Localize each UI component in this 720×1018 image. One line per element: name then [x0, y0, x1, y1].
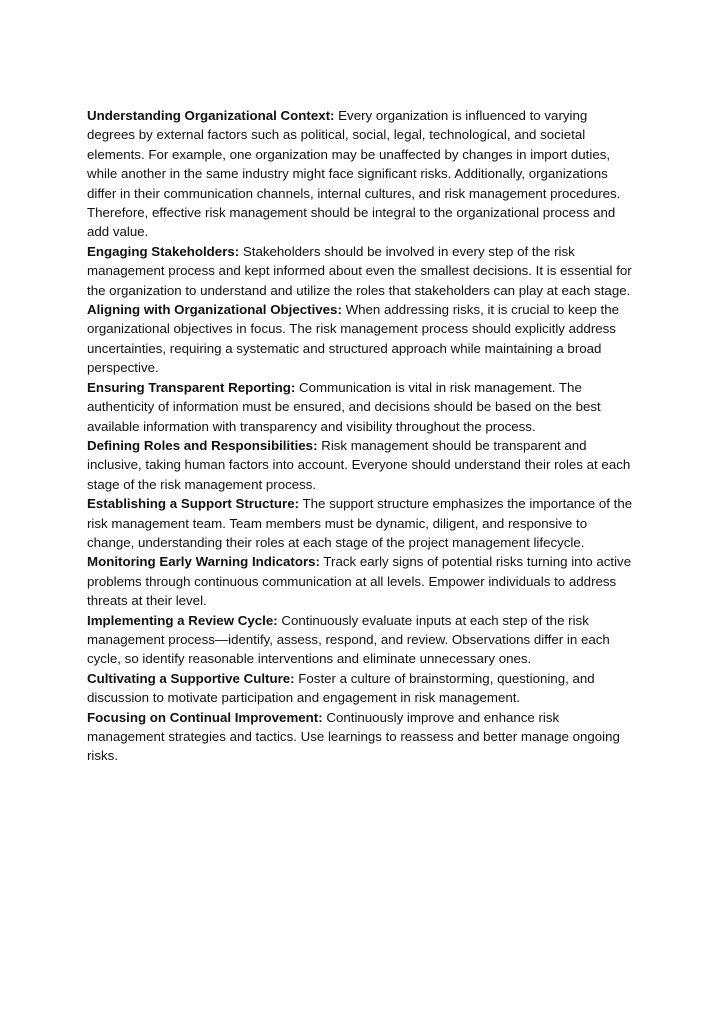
document-body [87, 106, 635, 766]
section-text: When addressing risks, it is crucial to keep the organizational objectives in focus. The risk management process should explicitly address uncertainties, requiring a systematic and structured approach while maintaining a broad perspective. [87, 302, 620, 376]
section-text: The support structure emphasizes the importance of the risk management team. Team members must be dynamic, diligent, and responsive to change, understanding their roles at each stage of the project management lifecycle. [87, 496, 633, 550]
section-heading: Monitoring Early Warning Indicators: [87, 554, 320, 570]
section-heading: Establishing a Support Structure: [87, 496, 300, 512]
section-heading: Engaging Stakeholders: [87, 243, 240, 259]
section-organizational-context [87, 106, 635, 242]
section-aligning-objectives [87, 300, 635, 378]
section-support-structure [87, 494, 635, 552]
section-heading: Ensuring Transparent Reporting: [87, 379, 296, 395]
section-heading: Aligning with Organizational Objectives: [87, 302, 342, 318]
section-text: Track early signs of potential risks turning into active problems through continuous communication at all levels. Empower individuals to address threats at their level. [87, 554, 632, 609]
section-text: Every organization is influenced to varying degrees by external factors such as political, social, legal, technological, and societal elements. For example, one organization may be unaffected by changes in import duties, while another in the same industry might face significant risks. Additionally, organizations differ in their communication channels, internal cultures, and risk management procedures. Therefore, effective risk management should be integral to the organizational process and add value. [87, 108, 621, 240]
section-heading: Cultivating a Supportive Culture: [87, 670, 295, 686]
section-heading: Defining Roles and Responsibilities: [87, 437, 318, 453]
section-text: Continuously improve and enhance risk management strategies and tactics. Use learnings to reassess and better manage ongoing risks. [87, 709, 620, 764]
section-transparent-reporting [87, 378, 635, 436]
section-early-warning [87, 552, 635, 610]
section-review-cycle [87, 611, 635, 669]
section-text: Communication is vital in risk management. The authenticity of information must be ensured, and decisions should be based on the best available information with transparency and visibility throughout the process. [87, 379, 601, 434]
section-heading: Focusing on Continual Improvement: [87, 709, 323, 725]
section-engaging-stakeholders [87, 242, 635, 300]
section-text: Foster a culture of brainstorming, questioning, and discussion to motivate participation and engagement in risk management. [87, 670, 595, 706]
section-continual-improvement [87, 708, 635, 766]
section-heading: Understanding Organizational Context: [87, 108, 335, 123]
section-text: Risk management should be transparent and inclusive, taking human factors into account. Everyone should understand their roles at each stage of the risk management process. [87, 437, 631, 492]
section-text: Stakeholders should be involved in every step of the risk management process and kept informed about even the smallest decisions. It is essential for the organization to understand and utilize the roles that stakeholders can play at each stage. [87, 243, 632, 298]
section-supportive-culture [87, 669, 635, 708]
section-roles-responsibilities [87, 436, 635, 494]
section-heading: Implementing a Review Cycle: [87, 612, 278, 628]
section-text: Continuously evaluate inputs at each step of the risk management process—identify, assess, respond, and review. Observations differ in each cycle, so identify reasonable interventions and eliminate unnecessary ones. [87, 612, 610, 667]
